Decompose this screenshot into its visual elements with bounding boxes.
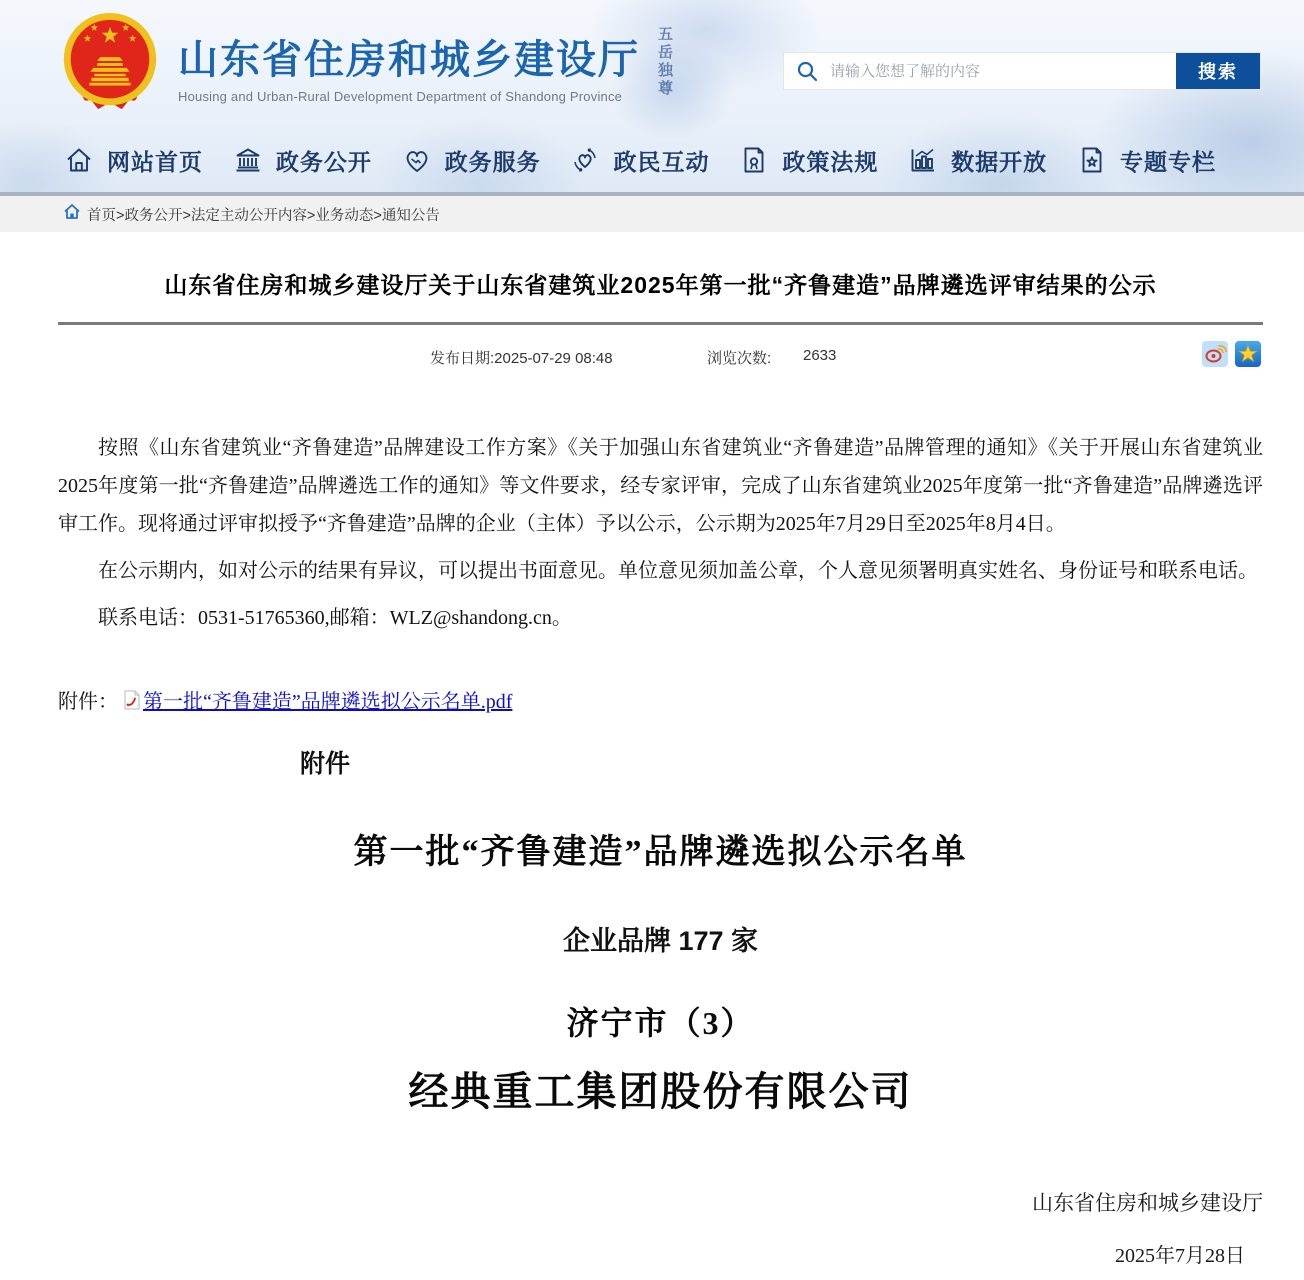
site-header [0,0,1304,192]
main-nav [64,130,1216,190]
article-meta [58,343,1263,371]
attachment-label: 附件： [58,691,118,713]
document-subtitle: 企业品牌 177 家 [562,926,759,956]
heart-interaction-icon [570,145,600,175]
signature-date: 2025年7月28日 [1115,1245,1245,1267]
signature-block [58,1187,1263,1268]
search-icon [784,53,830,89]
nav-label: 数据开放 [951,148,1048,175]
site-subtitle: Housing and Urban-Rural Development Department of Shandong Province [178,89,623,104]
search-bar [783,52,1261,90]
site-title: 山东省住房和城乡建设厅 [178,38,640,82]
nav-label: 政策法规 [782,148,879,175]
document-seal-icon [739,145,769,175]
watercolor-seal-text: 五岳独尊 [656,26,673,98]
nav-item-public-interaction[interactable] [570,144,709,177]
nav-item-special-topics[interactable] [1077,144,1216,177]
site-brand-link[interactable] [60,10,640,123]
nav-item-open-data[interactable] [908,144,1047,177]
publish-date: 发布日期:2025-07-29 08:48 [430,350,613,367]
bank-icon [233,145,263,175]
nav-label: 网站首页 [107,148,203,175]
nav-label: 政务公开 [275,148,372,175]
paragraph-2: 在公示期内，如对公示的结果有异议，可以提出书面意见。单位意见须加盖公章，个人意见须署明真实姓名、身份证号和联系电话。 [98,560,1258,582]
city-heading: 济宁市（3） [566,1005,755,1041]
article [58,232,1263,1268]
nav-label: 专题专栏 [1119,148,1216,175]
search-button[interactable]: 搜索 [1176,53,1260,89]
handshake-heart-icon [402,145,432,175]
document-preview [58,744,1263,1117]
nav-item-policies[interactable] [739,144,878,177]
document-title: 第一批“齐鲁建造”品牌遴选拟公示名单 [353,834,968,871]
weibo-share-icon[interactable] [1202,341,1228,367]
views-count: 2633 [803,347,837,364]
breadcrumb [0,196,1304,232]
pdf-file-icon [124,690,140,710]
views-label: 浏览次数: [707,350,772,367]
home-icon [64,145,94,175]
nav-item-gov-services[interactable] [402,144,541,177]
national-emblem-logo [60,10,160,123]
article-title: 山东省住房和城乡建设厅关于山东省建筑业2025年第一批“齐鲁建造”品牌遴选评审结果的公示 [164,272,1157,298]
brand-text [178,10,640,104]
nav-item-gov-disclosure[interactable] [233,144,372,177]
attachment-row [58,685,1263,714]
qzone-share-icon[interactable] [1235,341,1261,367]
title-divider [58,322,1263,325]
nav-label: 政务服务 [444,148,541,175]
search-input[interactable] [830,53,1176,89]
nav-item-home[interactable] [64,144,203,177]
article-body [58,429,1263,637]
attachment-link[interactable]: 第一批“齐鲁建造”品牌遴选拟公示名单.pdf [143,691,513,713]
breadcrumb-home-icon [64,204,80,224]
breadcrumb-trail[interactable]: 首页>政务公开>法定主动公开内容>业务动态>通知公告 [87,207,440,224]
share-icons [1202,341,1261,367]
nav-label: 政民互动 [613,148,710,175]
paragraph-3: 联系电话：0531-51765360,邮箱：WLZ@shandong.cn。 [98,607,572,629]
document-star-icon [1077,145,1107,175]
bar-chart-icon [908,145,938,175]
signature-org: 山东省住房和城乡建设厅 [1032,1191,1263,1215]
annex-label: 附件 [300,750,351,778]
paragraph-1: 按照《山东省建筑业“齐鲁建造”品牌建设工作方案》《关于加强山东省建筑业“齐鲁建造”品牌管理的通知》《关于开展山东省建筑业2025年度第一批“齐鲁建造”品牌遴选工作的通知》等文件要求，经专家评审，完成了山东省建筑业2025年度第一批“齐鲁建造”品牌遴选评审工作。现将通过评审拟授予“齐鲁建造”品牌的企业（主体）予以公示，公示期为2025年7月29日至2025年8月4日。 [58,437,1263,535]
company-name: 经典重工集团股份有限公司 [408,1069,913,1114]
